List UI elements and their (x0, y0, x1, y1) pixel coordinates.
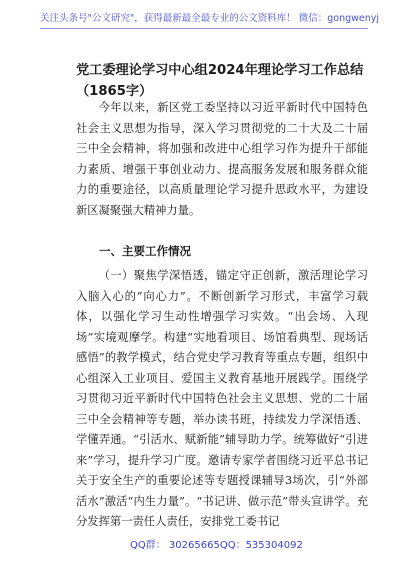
body-paragraph-1: （一）聚焦学深悟透，锚定守正创新，激活理论学习入脑入心的“向心力”。不断创新学习形式，丰富学习载体，以强化学习生动性增强学习实效。“出会场、入现场”实境观摩学。构建“实地看项目、场馆看典型、现场话感悟”的教学模式，结合党史学习教育等重点专题，组织中心组深入工业项目、爱国主义教育基地开展践学。围绕学习贯彻习近平新时代中国特色社会主义思想、党的二十届三中全会精神等专题，举办读书班，持续发力学深悟透、学懂弄通。“引活水、赋新能”辅导助力学。统筹做好“引进来”学习，提升学习广度。邀请专家学者围绕习近平总书记关于安全生产的重要论述等专题授课辅导3场次，引“外部活水”激活“内生力量”。“书记讲、做示范”带头宣讲学。充分发挥第一责任人责任，安排党工委书记 (76, 269, 368, 528)
section-heading-main-work: 一、主要工作情况 (99, 244, 191, 258)
intro-paragraph: 今年以来，新区党工委坚持以习近平新时代中国特色社会主义思想为指导，深入学习贯彻党的二十大及二十届三中全会精神，将加强和改进中心组学习作为提升干部能力素质、增强干事创业动力、提高服务发展和服务群众能力的重要途径，以高质量理论学习提升思政水平，为建设新区凝聚强大精神力量。 (76, 101, 368, 217)
document-title: 党工委理论学习中心组2024年理论学习工作总结（1865字） (76, 63, 364, 99)
header-banner: 关注头条号"公文研究"，获得最新最全最专业的公文资料库！ 微信：gongwenyj (40, 13, 380, 24)
footer-contact (130, 536, 303, 551)
footer-qq-group: QQ群： 30265665 (130, 540, 220, 551)
footer-qq-number: QQ：535304092 (219, 540, 303, 551)
header-divider (40, 28, 368, 29)
